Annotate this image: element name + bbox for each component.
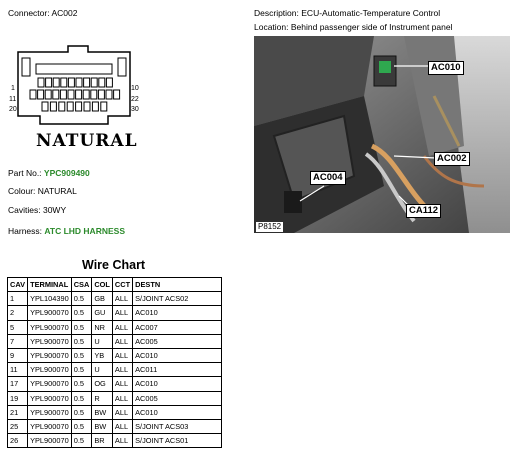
cell-col: U xyxy=(92,334,113,348)
table-row xyxy=(8,334,222,348)
cell-csa: 0.5 xyxy=(71,320,92,334)
cavities-label: Cavities: xyxy=(8,205,41,215)
column-header-terminal: TERMINAL xyxy=(28,278,72,292)
pin-cavity xyxy=(91,90,97,99)
wire-chart-table xyxy=(7,277,222,448)
column-header-csa: CSA xyxy=(71,278,92,292)
pin-label-left-mid: 11 xyxy=(9,96,17,103)
cell-destn: AC011 xyxy=(133,363,222,377)
cell-col: R xyxy=(92,391,113,405)
cell-cav: 25 xyxy=(8,419,28,433)
cell-cct: ALL xyxy=(112,306,132,320)
pin-cavity xyxy=(76,102,82,111)
cell-col: NR xyxy=(92,320,113,334)
colour-label: Colour: xyxy=(8,186,36,196)
cell-cct: ALL xyxy=(112,334,132,348)
cell-col: GU xyxy=(92,306,113,320)
cell-col: BR xyxy=(92,434,113,448)
part-no-line xyxy=(8,168,90,178)
pin-cavity xyxy=(30,90,36,99)
photo-id: P8152 xyxy=(258,222,282,231)
harness-label: Harness: xyxy=(8,226,43,236)
pin-cavity xyxy=(99,78,105,87)
table-row xyxy=(8,434,222,448)
pin-cavity xyxy=(53,90,59,99)
cell-cav: 1 xyxy=(8,292,28,306)
location-photo-image xyxy=(254,36,510,233)
part-no-label: Part No.: xyxy=(8,168,42,178)
cell-cav: 2 xyxy=(8,306,28,320)
pin-cavity xyxy=(42,102,48,111)
location-value: Behind passenger side of Instrument panel xyxy=(290,22,453,32)
table-row xyxy=(8,363,222,377)
diagram-colour-caption: NATURAL xyxy=(36,131,138,151)
pin-cavity xyxy=(61,78,67,87)
cell-csa: 0.5 xyxy=(71,391,92,405)
pin-cavity xyxy=(68,78,74,87)
table-row xyxy=(8,419,222,433)
cell-cct: ALL xyxy=(112,320,132,334)
column-header-destn: DESTN xyxy=(133,278,222,292)
cell-cct: ALL xyxy=(112,363,132,377)
cell-destn: AC005 xyxy=(133,391,222,405)
pin-cavity xyxy=(91,78,97,87)
cell-cav: 26 xyxy=(8,434,28,448)
table-row xyxy=(8,320,222,334)
cell-cav: 11 xyxy=(8,363,28,377)
pin-cavity xyxy=(68,90,74,99)
callout-ac002: AC002 xyxy=(434,152,470,166)
harness-line xyxy=(8,226,125,236)
pin-cavity xyxy=(106,90,112,99)
cell-csa: 0.5 xyxy=(71,348,92,362)
cell-destn: AC010 xyxy=(133,306,222,320)
pin-cavity xyxy=(83,90,89,99)
pin-cavity xyxy=(38,90,44,99)
cell-cav: 19 xyxy=(8,391,28,405)
pin-cavity xyxy=(50,102,56,111)
table-header-row xyxy=(8,278,222,292)
pin-label-left-top: 1 xyxy=(11,85,15,92)
cell-destn: S/JOINT ACS01 xyxy=(133,434,222,448)
location-line xyxy=(254,22,452,32)
cell-col: OG xyxy=(92,377,113,391)
cell-cav: 21 xyxy=(8,405,28,419)
column-header-col: COL xyxy=(92,278,113,292)
cell-cct: ALL xyxy=(112,434,132,448)
cell-cav: 17 xyxy=(8,377,28,391)
cell-destn: AC005 xyxy=(133,334,222,348)
cell-cav: 9 xyxy=(8,348,28,362)
column-header-cct: CCT xyxy=(112,278,132,292)
cell-terminal: YPL900070 xyxy=(28,391,72,405)
pin-cavity xyxy=(76,78,82,87)
pin-label-right-bot: 30 xyxy=(131,106,139,113)
cell-cct: ALL xyxy=(112,419,132,433)
pin-cavity xyxy=(101,102,107,111)
location-label: Location: xyxy=(254,22,289,32)
cell-destn: AC010 xyxy=(133,348,222,362)
cell-col: U xyxy=(92,363,113,377)
cell-col: BW xyxy=(92,419,113,433)
cell-csa: 0.5 xyxy=(71,377,92,391)
pin-cavity xyxy=(84,102,90,111)
cell-destn: S/JOINT ACS02 xyxy=(133,292,222,306)
cell-cct: ALL xyxy=(112,348,132,362)
cell-terminal: YPL900070 xyxy=(28,405,72,419)
cell-csa: 0.5 xyxy=(71,419,92,433)
cell-terminal: YPL900070 xyxy=(28,377,72,391)
cavities-line xyxy=(8,205,66,215)
connector-face-diagram xyxy=(8,40,148,130)
pin-cavity xyxy=(59,102,65,111)
pin-label-right-mid: 22 xyxy=(131,96,139,103)
table-row xyxy=(8,377,222,391)
cell-cav: 7 xyxy=(8,334,28,348)
description-label: Description: xyxy=(254,8,299,18)
cell-csa: 0.5 xyxy=(71,405,92,419)
cell-csa: 0.5 xyxy=(71,434,92,448)
cell-terminal: YPL900070 xyxy=(28,419,72,433)
wire-chart-title: Wire Chart xyxy=(82,258,146,272)
location-photo xyxy=(254,36,510,233)
table-row xyxy=(8,391,222,405)
table-row xyxy=(8,348,222,362)
pin-cavity xyxy=(53,78,59,87)
callout-ca112: CA112 xyxy=(406,204,441,218)
cell-col: GB xyxy=(92,292,113,306)
connector-value: AC002 xyxy=(51,8,78,18)
cell-cct: ALL xyxy=(112,391,132,405)
cell-cct: ALL xyxy=(112,377,132,391)
pin-cavity xyxy=(114,90,120,99)
cell-terminal: YPL900070 xyxy=(28,434,72,448)
cell-cct: ALL xyxy=(112,292,132,306)
cell-destn: AC010 xyxy=(133,377,222,391)
cell-col: YB xyxy=(92,348,113,362)
callout-ac004: AC004 xyxy=(310,171,346,185)
cell-col: BW xyxy=(92,405,113,419)
pin-cavity xyxy=(60,90,66,99)
description-value: ECU-Automatic-Temperature Control xyxy=(301,8,441,18)
cell-cav: 5 xyxy=(8,320,28,334)
pin-cavity xyxy=(98,90,104,99)
harness-value: ATC LHD HARNESS xyxy=(44,226,125,236)
pin-cavity xyxy=(76,90,82,99)
column-header-cav: CAV xyxy=(8,278,28,292)
connector-line xyxy=(8,8,78,18)
connector-label: Connector: xyxy=(8,8,50,18)
pin-cavity xyxy=(92,102,98,111)
colour-line xyxy=(8,186,77,196)
cell-destn: AC007 xyxy=(133,320,222,334)
cell-terminal: YPL900070 xyxy=(28,320,72,334)
pin-label-right-top: 10 xyxy=(131,85,139,92)
pin-label-left-bot: 20 xyxy=(9,106,17,113)
cavities-value: 30WY xyxy=(42,205,67,215)
pin-cavity xyxy=(67,102,73,111)
part-no-value: YPC909490 xyxy=(43,168,90,178)
table-row xyxy=(8,306,222,320)
cell-terminal: YPL900070 xyxy=(28,306,72,320)
pin-cavity xyxy=(45,90,51,99)
cell-cct: ALL xyxy=(112,405,132,419)
pin-cavity xyxy=(38,78,44,87)
cell-csa: 0.5 xyxy=(71,334,92,348)
cell-destn: AC010 xyxy=(133,405,222,419)
table-row xyxy=(8,292,222,306)
colour-value: NATURAL xyxy=(37,186,77,196)
table-row xyxy=(8,405,222,419)
cell-csa: 0.5 xyxy=(71,363,92,377)
description-line xyxy=(254,8,440,18)
cell-destn: S/JOINT ACS03 xyxy=(133,419,222,433)
cell-csa: 0.5 xyxy=(71,292,92,306)
pin-cavity xyxy=(46,78,52,87)
cell-csa: 0.5 xyxy=(71,306,92,320)
callout-ac010: AC010 xyxy=(428,61,464,75)
cell-terminal: YPL900070 xyxy=(28,348,72,362)
cell-terminal: YPL900070 xyxy=(28,334,72,348)
pin-cavity xyxy=(84,78,90,87)
cell-terminal: YPL900070 xyxy=(28,363,72,377)
pin-cavity xyxy=(106,78,112,87)
cell-terminal: YPL104390 xyxy=(28,292,72,306)
